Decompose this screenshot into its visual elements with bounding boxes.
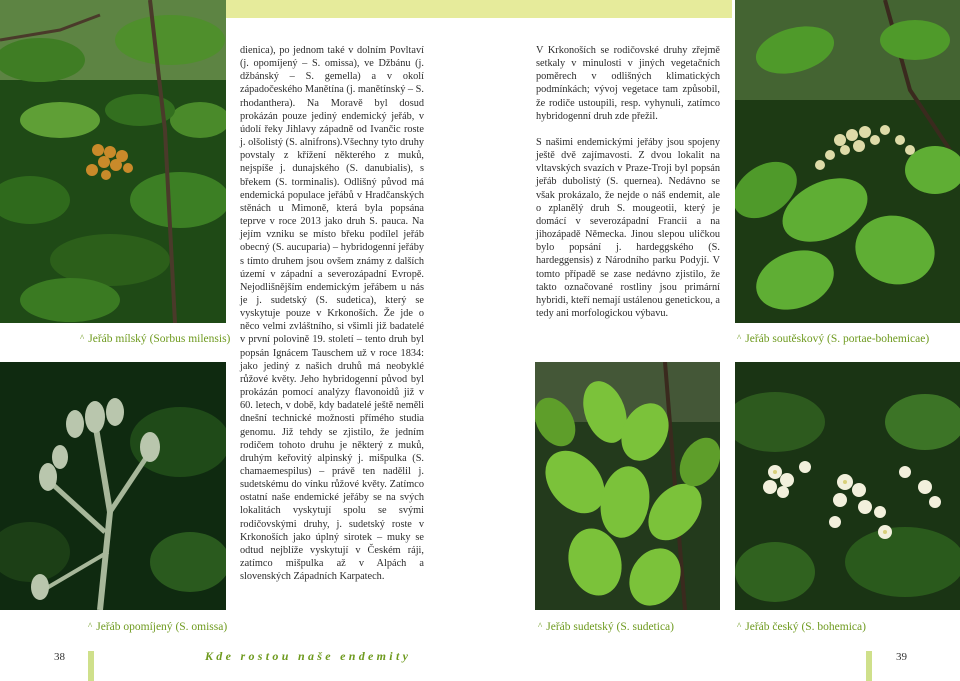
caption-name: Jeřáb opomíjený [96,621,173,633]
whitebeam-flowers-photo [735,0,960,323]
caption-latin: (S. portae-bohemicae) [827,333,930,345]
header-accent-bar [226,0,732,18]
text-column-right [536,44,720,320]
caption-latin: (S. bohemica) [801,621,866,633]
caret-up-icon: ^ [737,621,742,631]
caption-sorbus-milensis [80,333,230,345]
caption-latin: (Sorbus milensis) [149,333,231,345]
caret-up-icon: ^ [80,333,85,343]
body-paragraph: S našimi endemickými jeřáby jsou spojeny ještě dvě zajímavosti. Z dvou lokalit na vltavských svazích v Praze-Troji byl popsán jeřáb dubolistý (S. quernea). Nedávno se však prokázalo, že nejde o náš endemit, ale o zplanělý druh S. mougeotii, který je domácí v severozápadní Francii a na jihozápadě Německa. Jinou slepou uličkou bylo popsání j. hardeggského (S. hardeggensis) z Národního parku Podyjí. V tomto případě se zase nedávno zjistilo, že takto označované rostliny jsou primární hybridi, kteří nemají ustálenou genetickou, a tedy ani morfologickou výbavu. [536,136,720,319]
photo-sorbus-milensis [0,0,226,323]
caption-name: Jeřáb soutěskový [745,333,825,345]
photo-sorbus-omissa [0,362,226,610]
caption-sorbus-omissa [88,621,227,633]
photo-sorbus-portae-bohemicae [735,0,960,323]
footer-rule-left [88,651,94,681]
caret-up-icon: ^ [88,621,93,631]
caret-up-icon: ^ [737,333,742,343]
caption-name: Jeřáb sudetský [546,621,614,633]
rowan-flowers-photo [735,362,960,610]
footer-rule-right [866,651,872,681]
caret-up-icon: ^ [538,621,543,631]
rowan-buds-photo [0,362,226,610]
rowan-berries-photo [0,0,226,323]
rowan-leaves-photo [535,362,720,610]
photo-sorbus-sudetica [535,362,720,610]
running-footer-title: Kde rostou naše endemity [205,649,412,663]
caption-sorbus-bohemica [737,621,866,633]
page-number-left: 38 [54,651,65,663]
caption-sorbus-portae-bohemicae [737,333,929,345]
body-paragraph: dienica), po jednom také v dolním Povltaví (j. opomíjený – S. omissa), ve Džbánu (j. džbánský – S. gemella) a v okolí západočeského Manětína (j. manětínský – S. rhodanthera). Na Moravě byl dosud prokázán pouze jediný endemický jeřáb, v údolí řeky Jihlavy západně od Ivančic roste j. olšolistý (S. alnifrons).Všechny tyto druhy povstaly z křížení některého z muků, nejspíše j. dunajského (S. danubialis), s břekem (S. torminalis). Odlišný původ má endemická populace jeřábů v Hradčanských stěnách u Mimoně, která byla popsána teprve v roce 2013 jako druh S. pauca. Na jejím vzniku se místo břeku podílel jeřáb obecný (S. aucuparia) – hybridogenní jeřáby s tímto druhem jsou ovšem známy z dalších území v západní a severozápadní Evropě. Nejodlišnějším endemickým jeřábem u nás je j. sudetský (S. sudetica), který se vyskytuje pouze v Krkonoších. Že jde o něco velmi zvláštního, si všimli již badatelé v první polovině 19. století – tento druh byl popsán Ignácem Tauschem už v roce 1834: jako jediný z našich druhů má neobyklé růžové květy. Jeho hybridogenní původ byl prokázán pomocí analýzy flavonoidů již v 60. letech, v době, kdy badatelé ještě neměli dnešní technické možnosti přímého studia genomu. Již tehdy se zjistilo, že jedním rodičem tohoto druhu je některý z muků, druhým keřovitý alpinský j. mišpulka (S. chamaemespilus) – právě ten nadělil j. sudetskému do vínku růžové květy. Zatímco ostatní naše endemické jeřáby se na svých lokalitách vyskytují spolu se svými rodičovskými druhy, j. sudetský roste v Krkonoších jako úplný sirotek – muky se odtud nejblíže vyskytují v Českém ráji, zatímco mišpulka až v Alpách a slovenských Západních Karpatech. [240,45,424,583]
photo-sorbus-bohemica [735,362,960,610]
caption-name: Jeřáb mílský [88,333,147,345]
caption-sorbus-sudetica [538,621,674,633]
caption-latin: (S. sudetica) [616,621,674,633]
page-number-right: 39 [896,651,907,663]
caption-name: Jeřáb český [745,621,799,633]
text-column-left [240,44,424,583]
body-paragraph: V Krkonoších se rodičovské druhy zřejmě setkaly v minulosti v jiných vegetačních poměrech v odlišných klimatických podmínkách; vývoj vegetace tam způsobil, že rodiče ustoupili, resp. vyhynuli, zatímco hybridogenní druh zde přežil. [536,45,720,122]
caption-latin: (S. omissa) [175,621,228,633]
